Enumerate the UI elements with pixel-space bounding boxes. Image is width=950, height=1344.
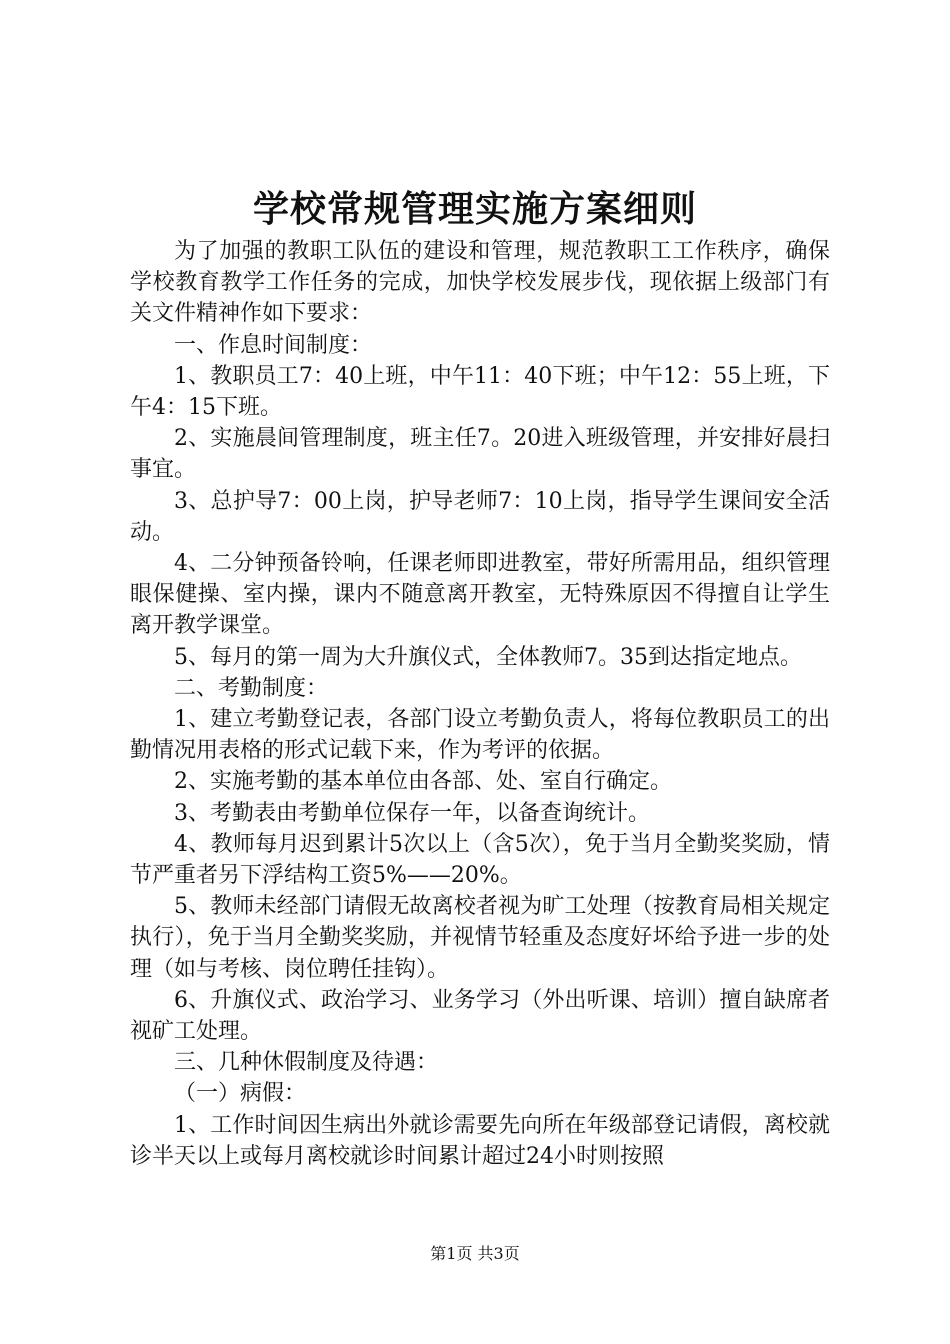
document-title: 学校常规管理实施方案细则 [252, 188, 697, 230]
section-heading-schedule: 一、作息时间制度： [174, 332, 373, 358]
paragraph-item: 3、考勤表由考勤单位保存一年，以备查询统计。 [174, 800, 650, 826]
paragraph-item: 1、工作时间因生病出外就诊需要先向所在年级部登记请假，离校就诊半天以上或每月离校就诊时间累计超过24小时则按照 [130, 1112, 830, 1169]
paragraph-item: 1、教职员工7：40上班，中午11：40下班；中午12：55上班，下午4：15下班。 [130, 363, 830, 421]
section-heading-leave: 三、几种休假制度及待遇： [174, 1050, 439, 1076]
paragraph-item: 6、升旗仪式、政治学习、业务学习（外出听课、培训）擅自缺席者视矿工处理。 [130, 987, 830, 1045]
paragraph-item: 1、建立考勤登记表，各部门设立考勤负责人，将每位教职员工的出勤情况用表格的形式记载下来，作为考评的依据。 [130, 707, 830, 764]
paragraph-item: 5、每月的第一周为大升旗仪式，全体教师7。35到达指定地点。 [174, 644, 802, 670]
subsection-heading-sick-leave: （一）病假： [174, 1081, 307, 1107]
paragraph-item: 5、教师未经部门请假无故离校者视为旷工处理（按教育局相关规定执行），免于当月全勤奖奖励，并视情节轻重及态度好坏给予进一步的处理（如与考核、岗位聘任挂钩）。 [130, 894, 830, 982]
section-heading-attendance: 二、考勤制度： [174, 675, 329, 701]
paragraph-item: 2、实施考勤的基本单位由各部、处、室自行确定。 [174, 769, 672, 795]
document-body [130, 236, 830, 1172]
paragraph-item: 2、实施晨间管理制度，班主任7。20进入班级管理，并安排好晨扫事宜。 [130, 426, 830, 483]
page-number-footer: 第1页 共3页 [430, 1244, 520, 1263]
paragraph-intro: 为了加强的教职工队伍的建设和管理，规范教职工工作秩序，确保学校教育教学工作任务的完成，加快学校发展步伐，现依据上级部门有关文件精神作如下要求： [130, 239, 830, 327]
paragraph-item: 4、教师每月迟到累计5次以上（含5次），免于当月全勤奖奖励，情节严重者另下浮结构工资5%——20%。 [130, 831, 830, 889]
paragraph-item: 3、总护导7：00上岗，护导老师7：10上岗，指导学生课间安全活动。 [130, 488, 830, 545]
paragraph-item: 4、二分钟预备铃响，任课老师即进教室，带好所需用品，组织管理眼保健操、室内操，课内不随意离开教室，无特殊原因不得擅自让学生离开教学课堂。 [130, 551, 830, 639]
